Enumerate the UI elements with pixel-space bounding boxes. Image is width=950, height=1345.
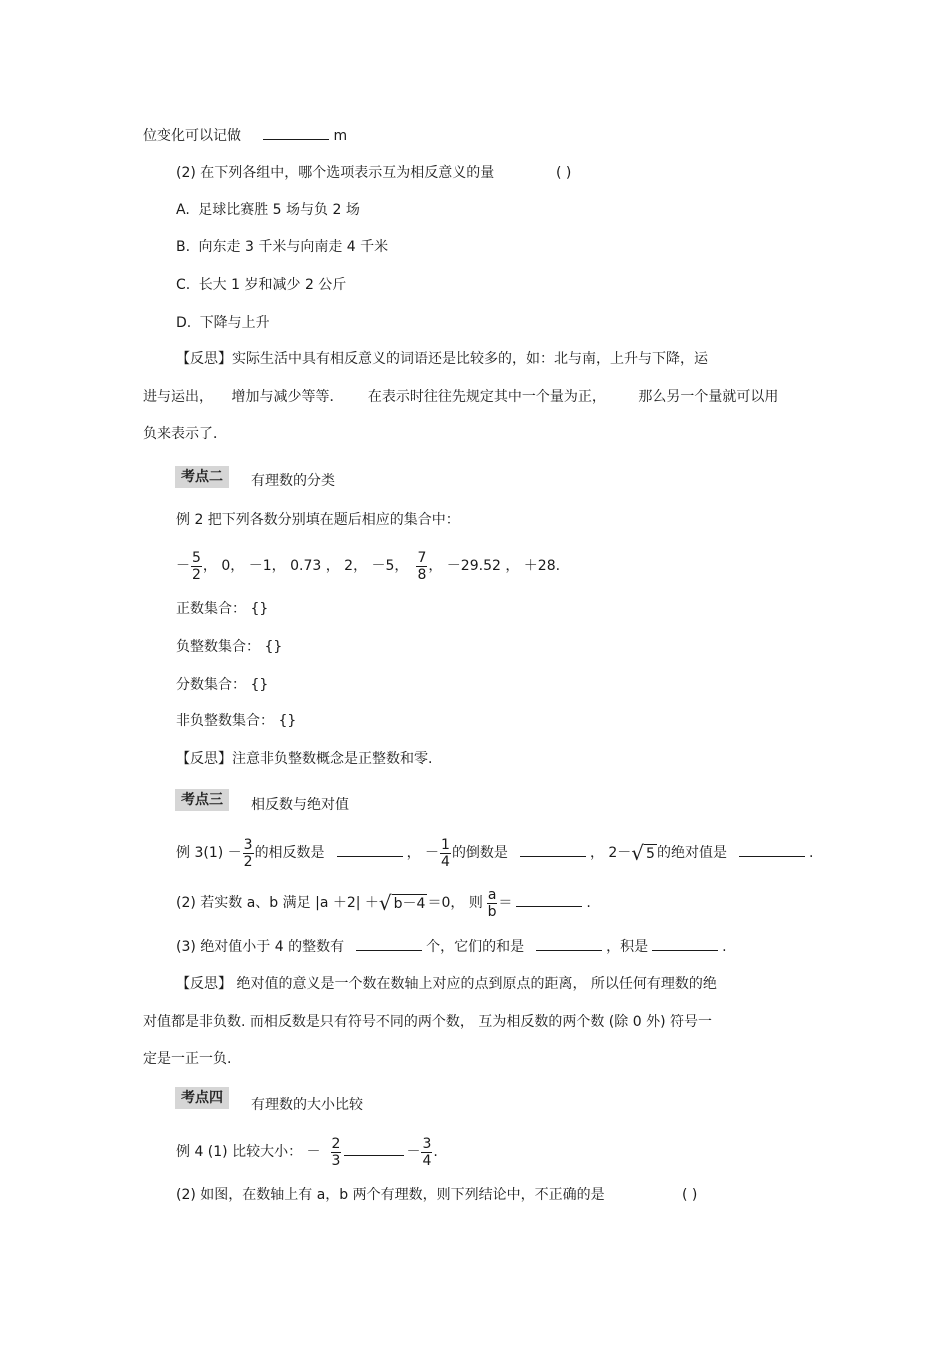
example-3-part-1: 例 3(1) － $\frac{3}{2}$ 的相反数是 ， － $\frac{1}{4}$ 的倒数是 ， 2－ √ 5 的绝对值是 .	[176, 836, 814, 870]
section-title-3: 相反数与绝对值	[251, 797, 349, 813]
set-fractions[interactable]: 分数集合： {}	[176, 677, 269, 693]
example-3-part-3: (3) 绝对值小于 4 的整数有 个，它们的和是 ，积是 .	[176, 936, 727, 957]
answer-blank[interactable]	[516, 892, 582, 907]
example-4-part-2: (2) 如图，在数轴上有 a，b 两个有理数，则下列结论中，不正确的是	[176, 1187, 605, 1203]
answer-blank[interactable]	[520, 842, 586, 857]
option-a[interactable]: A. 足球比赛胜 5 场与负 2 场	[176, 202, 360, 218]
option-c[interactable]: C. 长大 1 岁和减少 2 公斤	[176, 277, 347, 293]
reflection-3-line-3: 定是一正一负.	[143, 1051, 232, 1067]
section-tag-2: 考点二	[175, 466, 229, 488]
answer-blank[interactable]	[739, 842, 805, 857]
option-b[interactable]: B. 向东走 3 千米与向南走 4 千米	[176, 239, 389, 255]
reflection-1-line-1: 【反思】实际生活中具有相反意义的词语还是比较多的，如：北与南，上升与下降，运	[176, 351, 708, 367]
answer-blank[interactable]	[337, 842, 403, 857]
example-2: 例 2 把下列各数分别填在题后相应的集合中：	[176, 512, 460, 528]
answer-parens[interactable]: ( )	[682, 1187, 698, 1203]
section-tag-4: 考点四	[175, 1087, 229, 1109]
reflection-1-line-2: 进与运出， 增加与减少等等． 在表示时往往先规定其中一个量为正， 那么另一个量就可以用	[143, 389, 779, 405]
fraction-3-2: $\frac{3}{2}$	[243, 836, 253, 870]
section-tag-3: 考点三	[175, 789, 229, 811]
reflection-3-line-2: 对值都是非负数. 而相反数是只有符号不同的两个数， 互为相反数的两个数 (除 0 外) 符号一	[143, 1014, 712, 1030]
line-displacement: 位变化可以记做 m	[143, 125, 347, 146]
number-list: － $\frac{5}{2}$ ， 0， －1， 0.73 ， 2， －5， $\frac{7}{8}$ ， －29.52 ， ＋28.	[176, 549, 561, 583]
fraction-3-4: $\frac{3}{4}$	[422, 1135, 432, 1169]
question-2: (2) 在下列各组中，哪个选项表示互为相反意义的量	[176, 165, 495, 181]
option-d[interactable]: D. 下降与上升	[176, 315, 270, 331]
fraction-1-4: $\frac{1}{4}$	[441, 836, 450, 870]
example-3-part-2: (2) 若实数 a、b 满足 |a ＋2| ＋ √ b－4 ＝0， 则 $\frac{a}{b}$ ＝ .	[176, 886, 591, 920]
answer-parens[interactable]: ( )	[556, 165, 572, 181]
fraction-7-8: $\frac{7}{8}$	[417, 549, 427, 583]
answer-blank[interactable]	[356, 936, 422, 951]
set-positive[interactable]: 正数集合： {}	[176, 601, 269, 617]
sqrt-5: √ 5	[631, 841, 655, 865]
answer-blank[interactable]	[263, 125, 329, 140]
reflection-3-line-1: 【反思】 绝对值的意义是一个数在数轴上对应的点到原点的距离， 所以任何有理数的绝	[176, 976, 717, 992]
fraction-5-2: $\frac{5}{2}$	[192, 549, 201, 583]
sqrt-b-minus-4: √ b－4	[378, 891, 426, 915]
comparison-blank[interactable]	[344, 1141, 404, 1156]
reflection-2: 【反思】注意非负整数概念是正整数和零.	[176, 751, 433, 767]
section-title-4: 有理数的大小比较	[251, 1097, 363, 1113]
fraction-2-3: $\frac{2}{3}$	[331, 1135, 341, 1169]
reflection-1-line-3: 负来表示了．	[143, 426, 227, 442]
fraction-a-b: $\frac{a}{b}$	[487, 886, 497, 920]
set-nonnegative-integers[interactable]: 非负整数集合： {}	[176, 713, 297, 729]
answer-blank[interactable]	[652, 936, 718, 951]
section-title-2: 有理数的分类	[251, 473, 335, 489]
answer-blank[interactable]	[536, 936, 602, 951]
example-4-part-1: 例 4 (1) 比较大小： － $\frac{2}{3}$ － $\frac{3}{4}$ .	[176, 1135, 438, 1169]
set-negative-integers[interactable]: 负整数集合： {}	[176, 639, 283, 655]
